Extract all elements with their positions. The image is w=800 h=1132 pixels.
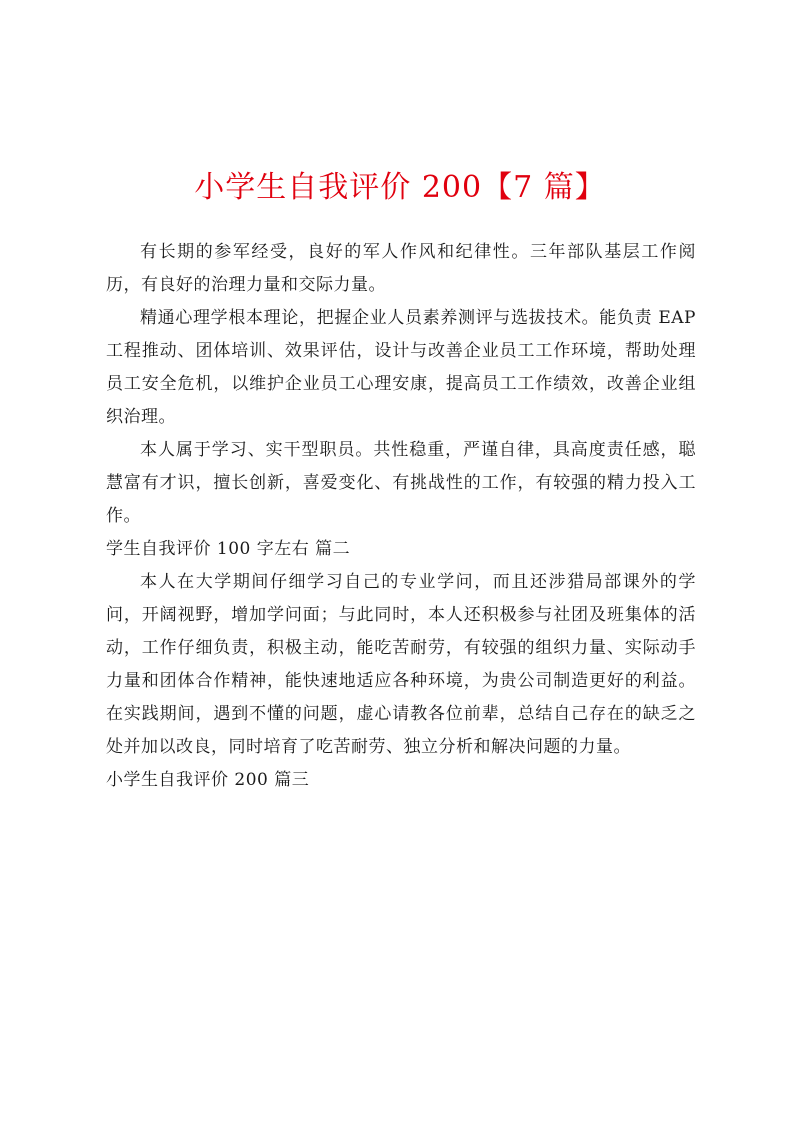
paragraph-military-experience: 有长期的参军经受，良好的军人作风和纪律性。三年部队基层工作阅历，有良好的治理力量和交际力量。 (106, 242, 696, 295)
section-heading-part-three: 小学生自我评价 200 篇三 (106, 770, 310, 790)
paragraph-university-study: 本人在大学期间仔细学习自己的专业学问，而且还涉猎局部课外的学问，开阔视野，增加学问面；与此同时，本人还积极参与社团及班集体的活动，工作仔细负责，积极主动，能吃苦耐劳，有较强的组织力量、实际动手力量和团体合作精神，能快速地适应各种环境，为贵公司制造更好的利益。在实践期间，遇到不懂的问题，虚心请教各位前辈，总结自己存在的缺乏之处并加以改良，同时培育了吃苦耐劳、独立分析和解决问题的力量。 (106, 572, 696, 757)
document-body (106, 236, 696, 797)
section-heading-part-two: 学生自我评价 100 字左右 篇二 (106, 539, 351, 559)
paragraph-psychology-skills: 精通心理学根本理论，把握企业人员素养测评与选拔技术。能负责 EAP 工程推动、团体培训、效果评估，设计与改善企业员工工作环境，帮助处理员工安全危机，以维护企业员工心理安康，提高员工工作绩效，改善企业组织治理。 (106, 308, 696, 427)
paragraph-personality: 本人属于学习、实干型职员。共性稳重，严谨自律，具高度责任感，聪慧富有才识，擅长创新，喜爱变化、有挑战性的工作，有较强的精力投入工作。 (106, 440, 696, 526)
document-title: 小学生自我评价 200【7 篇】 (194, 170, 606, 205)
